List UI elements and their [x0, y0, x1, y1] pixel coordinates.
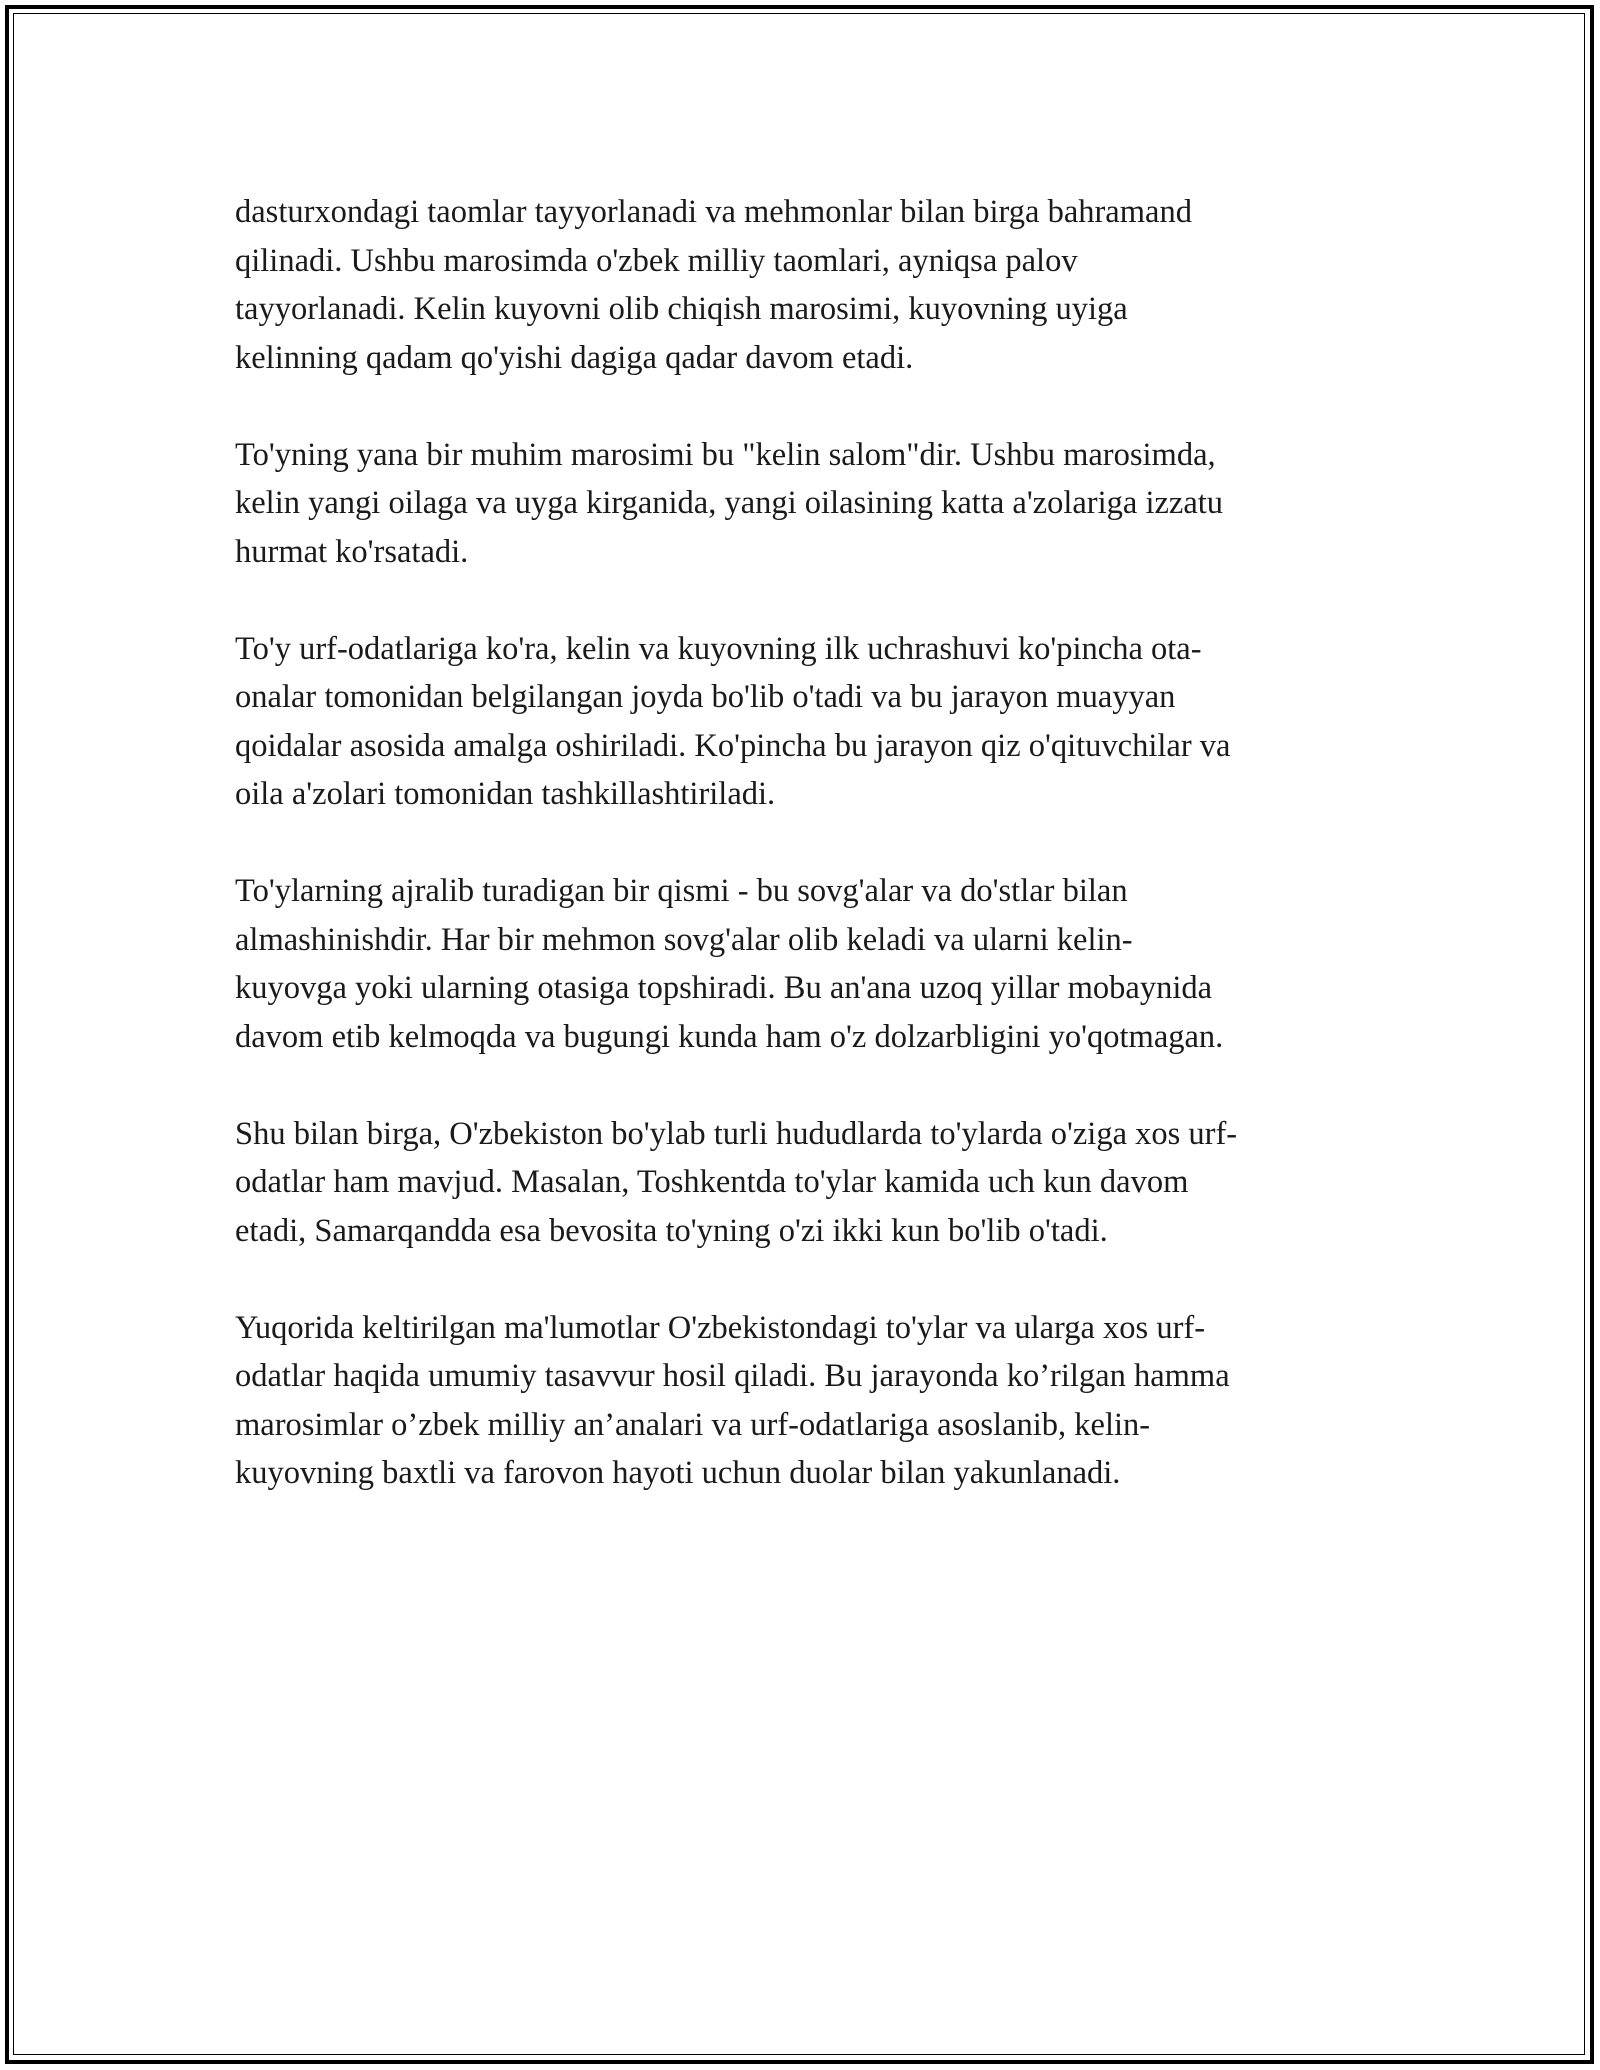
- paragraph-4: [235, 867, 1375, 1061]
- paragraph-1: [235, 188, 1375, 382]
- text-line: kelinning qadam qo'yishi dagiga qadar davom etadi.: [235, 339, 914, 376]
- paragraph-2: [235, 431, 1375, 577]
- text-line: etadi, Samarqandda esa bevosita to'yning o'zi ikki kun bo'lib o'tadi.: [235, 1212, 1108, 1249]
- text-line: almashinishdir. Har bir mehmon sovg'alar olib keladi va ularni kelin-: [235, 921, 1133, 958]
- text-line: odatlar haqida umumiy tasavvur hosil qiladi. Bu jarayonda ko’rilgan hamma: [235, 1358, 1230, 1394]
- text-line: oila a'zolari tomonidan tashkillashtiriladi.: [235, 776, 776, 812]
- text-line: qoidalar asosida amalga oshiriladi. Ko'pincha bu jarayon qiz o'qituvchilar va: [235, 727, 1231, 764]
- text-line: hurmat ko'rsatadi.: [235, 533, 469, 570]
- text-line: Shu bilan birga, O'zbekiston bo'ylab turli hududlarda to'ylarda o'ziga xos urf-: [235, 1115, 1238, 1152]
- document-body: [235, 188, 1375, 1546]
- text-line: tayyorlanadi. Kelin kuyovni olib chiqish marosimi, kuyovning uyiga: [235, 291, 1128, 327]
- text-line: davom etib kelmoqda va bugungi kunda ham o'z dolzarbligini yo'qotmagan.: [235, 1018, 1224, 1055]
- paragraph-5: [235, 1110, 1375, 1256]
- text-line: dasturxondagi taomlar tayyorlanadi va mehmonlar bilan birga bahramand: [235, 194, 1192, 230]
- text-line: odatlar ham mavjud. Masalan, Toshkentda to'ylar kamida uch kun davom: [235, 1164, 1189, 1200]
- paragraph-3: [235, 625, 1375, 819]
- text-line: kelin yangi oilaga va uyga kirganida, yangi oilasining katta a'zolariga izzatu: [235, 485, 1224, 521]
- text-line: kuyovning baxtli va farovon hayoti uchun duolar bilan yakunlanadi.: [235, 1455, 1121, 1491]
- text-line: To'ylarning ajralib turadigan bir qismi - bu sovg'alar va do'stlar bilan: [235, 873, 1128, 909]
- text-line: onalar tomonidan belgilangan joyda bo'lib o'tadi va bu jarayon muayyan: [235, 679, 1176, 715]
- text-line: To'yning yana bir muhim marosimi bu "kelin salom"dir. Ushbu marosimda,: [235, 436, 1216, 473]
- text-line: Yuqorida keltirilgan ma'lumotlar O'zbekistondagi to'ylar va ularga xos urf-: [235, 1309, 1206, 1346]
- text-line: To'y urf-odatlariga ko'ra, kelin va kuyovning ilk uchrashuvi ko'pincha ota-: [235, 630, 1202, 667]
- paragraph-6: [235, 1304, 1375, 1498]
- text-line: kuyovga yoki ularning otasiga topshiradi. Bu an'ana uzoq yillar mobaynida: [235, 970, 1213, 1006]
- text-line: marosimlar o’zbek milliy an’analari va urf-odatlariga asoslanib, kelin-: [235, 1406, 1151, 1443]
- text-line: qilinadi. Ushbu marosimda o'zbek milliy taomlari, ayniqsa palov: [235, 242, 1078, 279]
